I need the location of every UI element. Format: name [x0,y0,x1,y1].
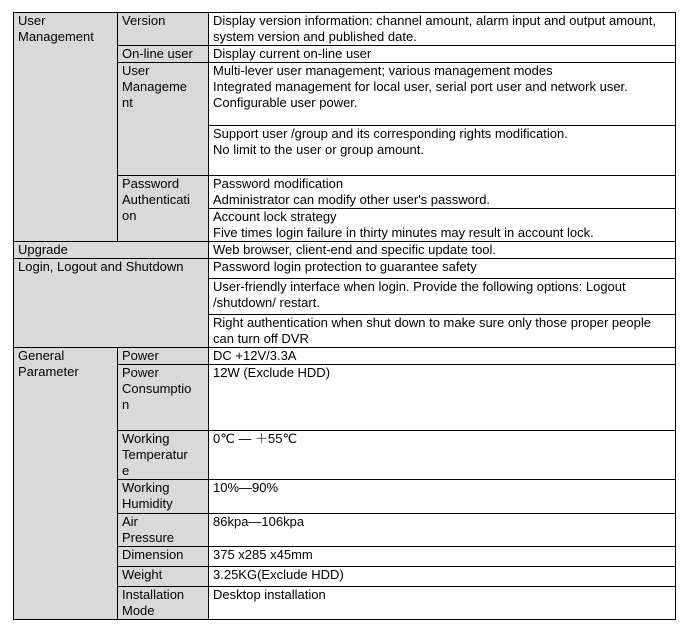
category-login-logout-shutdown: Login, Logout and Shutdown [14,258,209,347]
subcategory-user-management: User Manageme nt [118,63,209,175]
param-label: Working Temperatur e [118,431,209,480]
param-value: 86kpa—106kpa [209,513,676,546]
desc-login-2: User-friendly interface when login. Provide the following options: Logout /shutdown/ restart. [209,278,676,314]
param-label: Installation Mode [118,586,209,619]
category-general-parameter: General Parameter [14,348,118,620]
spec-table [13,12,676,620]
desc-online-user: Display current on-line user [209,46,676,63]
desc-version: Display version information: channel amount, alarm input and output amount, system version and published date. [209,13,676,46]
param-value: 0℃ — ＋55℃ [209,431,676,480]
param-value: DC +12V/3.3A [209,348,676,365]
param-value: 12W (Exclude HDD) [209,365,676,431]
table-row [14,348,676,365]
param-label: Power Consumptio n [118,365,209,431]
table-row [14,258,676,278]
param-label: Power [118,348,209,365]
desc-password-2: Account lock strategy Five times login failure in thirty minutes may result in account lock. [209,208,676,241]
param-value: 3.25KG(Exclude HDD) [209,566,676,586]
desc-user-management-2: Support user /group and its corresponding rights modification. No limit to the user or group amount. [209,126,676,175]
param-label: Working Humidity [118,480,209,513]
param-label: Weight [118,566,209,586]
desc-login-1: Password login protection to guarantee safety [209,258,676,278]
desc-upgrade: Web browser, client-end and specific update tool. [209,241,676,258]
subcategory-password-authentication: Password Authenticati on [118,175,209,241]
param-label: Air Pressure [118,513,209,546]
category-user-management: User Management [14,13,118,242]
table-row [14,241,676,258]
desc-login-3: Right authentication when shut down to make sure only those proper people can turn off DVR [209,314,676,347]
table-row [14,13,676,46]
desc-user-management-1: Multi-lever user management; various management modes Integrated management for local user, serial port user and network user. Configurable user power. [209,63,676,126]
param-value: Desktop installation [209,586,676,619]
subcategory-version: Version [118,13,209,46]
param-value: 375 x285 x45mm [209,546,676,566]
param-label: Dimension [118,546,209,566]
param-value: 10%—90% [209,480,676,513]
category-upgrade: Upgrade [14,241,209,258]
subcategory-online-user: On-line user [118,46,209,63]
desc-password-1: Password modification Administrator can modify other user's password. [209,175,676,208]
